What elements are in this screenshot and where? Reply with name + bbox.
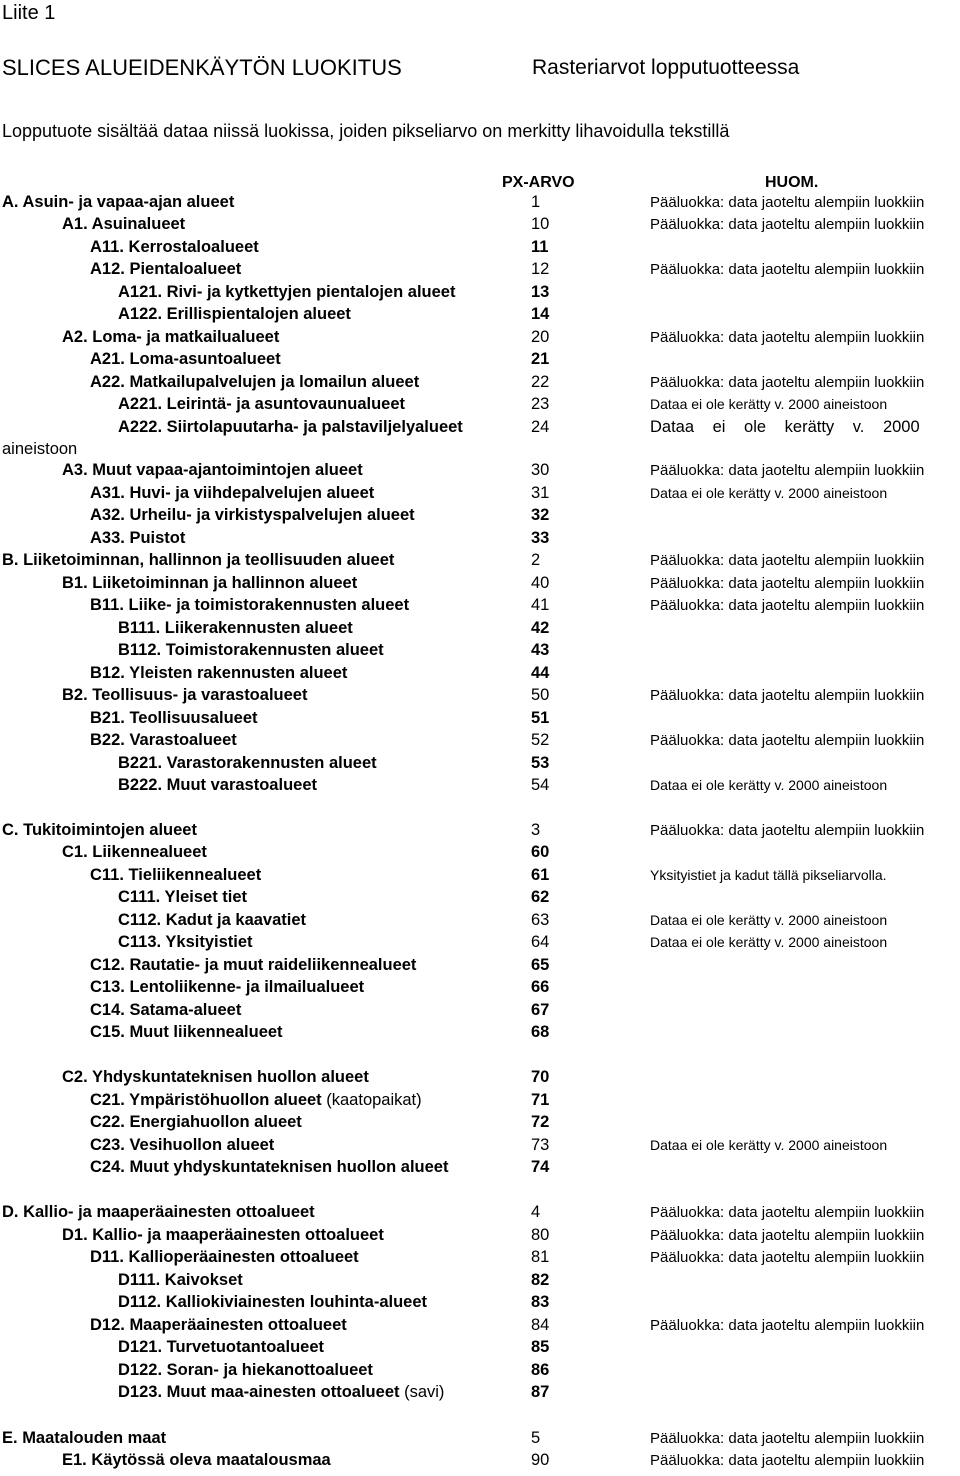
- class-name: [90, 1248, 359, 1267]
- pixel-value: 22: [531, 373, 550, 391]
- class-code: D12.: [90, 1316, 130, 1334]
- table-row: [0, 1338, 960, 1360]
- table-row: [0, 529, 960, 551]
- pixel-value: 40: [531, 574, 550, 592]
- class-label-extra: (kaatopaikat): [321, 1091, 422, 1109]
- class-name: [90, 1316, 347, 1335]
- table-row: [0, 1113, 960, 1135]
- appendix-label: Liite 1: [2, 2, 56, 24]
- pixel-value: 10: [531, 215, 550, 233]
- table-row: [0, 395, 960, 417]
- pixel-value: 52: [531, 731, 550, 749]
- table-row: [0, 1293, 960, 1315]
- class-code: A222.: [118, 418, 167, 436]
- table-row: [0, 709, 960, 731]
- class-name: [118, 911, 306, 930]
- table-row: [0, 1226, 960, 1248]
- table-row: [0, 418, 960, 440]
- table-row: [0, 305, 960, 327]
- class-code: A122.: [118, 305, 167, 323]
- pixel-value: 72: [531, 1113, 550, 1131]
- class-note: Pääluokka: data jaoteltu alempiin luokkiin: [650, 1204, 925, 1221]
- pixel-value: 70: [531, 1068, 550, 1086]
- class-label: Yksityistiet: [165, 933, 253, 951]
- pixel-value: 24: [531, 418, 550, 436]
- table-row: [0, 596, 960, 618]
- class-label: Rivi- ja kytkettyjen pientalojen alueet: [166, 283, 456, 301]
- class-name: [62, 574, 357, 593]
- table-row: [0, 283, 960, 305]
- class-name: [90, 484, 374, 503]
- class-code: C22.: [90, 1113, 130, 1131]
- class-label: Asuinalueet: [91, 215, 186, 233]
- class-label: Urheilu- ja virkistyspalvelujen alueet: [129, 506, 415, 524]
- class-note: Dataa ei ole kerätty v. 2000 aineistoon: [650, 934, 888, 950]
- page-subtitle: Rasteriarvot lopputuotteessa: [532, 56, 800, 79]
- class-note: Pääluokka: data jaoteltu alempiin luokkiin: [650, 194, 925, 211]
- class-label: Varastorakennusten alueet: [166, 754, 377, 772]
- class-label: Liikerakennusten alueet: [164, 619, 353, 637]
- class-label: Teollisuus- ja varastoalueet: [92, 686, 308, 704]
- class-label: Vesihuollon alueet: [129, 1136, 275, 1154]
- class-code: D123.: [118, 1383, 167, 1401]
- class-note: Dataa ei ole kerätty v. 2000: [650, 418, 920, 436]
- class-name: [90, 956, 416, 975]
- class-name: [2, 551, 394, 570]
- class-note: Pääluokka: data jaoteltu alempiin luokkiin: [650, 329, 925, 346]
- class-code: A31.: [90, 484, 130, 502]
- table-row: [0, 373, 960, 395]
- class-code: A22.: [90, 373, 130, 391]
- class-name: [90, 731, 237, 750]
- class-name: [90, 1158, 448, 1177]
- class-name: [118, 418, 463, 437]
- table-row: [0, 1158, 960, 1180]
- pixel-value: 90: [531, 1451, 550, 1469]
- class-note: Pääluokka: data jaoteltu alempiin luokkiin: [650, 597, 925, 614]
- class-label: Tieliikennealueet: [128, 866, 262, 884]
- class-note: Pääluokka: data jaoteltu alempiin luokkiin: [650, 575, 925, 592]
- class-label: Ympäristöhuollon alueet: [129, 1091, 322, 1109]
- class-code: A12.: [90, 260, 130, 278]
- table-row: [0, 506, 960, 528]
- class-name: [62, 215, 185, 234]
- table-row: [0, 911, 960, 933]
- table-row: [0, 1271, 960, 1293]
- class-label: Kalliokiviainesten louhinta-alueet: [165, 1293, 428, 1311]
- pixel-value: 80: [531, 1226, 550, 1244]
- table-row: [0, 1316, 960, 1338]
- class-name: [118, 776, 317, 795]
- class-name: [118, 1361, 373, 1380]
- table-row: [0, 776, 960, 798]
- table-row: [0, 1451, 960, 1473]
- class-name: [118, 1271, 243, 1290]
- class-name: [90, 1113, 302, 1132]
- page-title: SLICES ALUEIDENKÄYTÖN LUOKITUS: [2, 55, 402, 80]
- pixel-value: 66: [531, 978, 550, 996]
- pixel-value: 2: [531, 551, 541, 569]
- class-note: Dataa ei ole kerätty v. 2000 aineistoon: [650, 396, 888, 412]
- class-name: [62, 1226, 384, 1245]
- class-name: [90, 978, 364, 997]
- class-label: Asuin- ja vapaa-ajan alueet: [22, 193, 235, 211]
- class-name: [90, 596, 409, 615]
- column-header-value: PX-ARVO: [502, 174, 575, 191]
- class-label: Muut varastoalueet: [166, 776, 317, 794]
- pixel-value: 5: [531, 1429, 541, 1447]
- pixel-value: 31: [531, 484, 550, 502]
- class-label-extra: (savi): [399, 1383, 445, 1401]
- pixel-value: 11: [531, 238, 549, 256]
- class-label: Tukitoimintojen alueet: [23, 821, 197, 839]
- class-name: [90, 1001, 241, 1020]
- class-label: Yleisten rakennusten alueet: [129, 664, 348, 682]
- class-name: [118, 395, 405, 414]
- class-name: [90, 709, 258, 728]
- class-name: [118, 305, 351, 324]
- class-label: Maatalouden maat: [22, 1429, 167, 1447]
- class-label: Siirtolapuutarha- ja palstaviljelyalueet: [166, 418, 463, 436]
- table-row: [0, 619, 960, 641]
- class-code: C2.: [62, 1068, 92, 1086]
- class-name: [118, 1383, 444, 1402]
- table-row: [0, 1001, 960, 1023]
- class-code: C112.: [118, 911, 166, 929]
- class-name: [118, 619, 353, 638]
- class-note: Pääluokka: data jaoteltu alempiin luokkiin: [650, 552, 925, 569]
- pixel-value: 87: [531, 1383, 550, 1401]
- table-row: [0, 956, 960, 978]
- class-label: Lentoliikenne- ja ilmailualueet: [129, 978, 365, 996]
- pixel-value: 67: [531, 1001, 550, 1019]
- class-name: [62, 1068, 369, 1087]
- pixel-value: 3: [531, 821, 541, 839]
- class-name: [90, 506, 415, 525]
- class-code: C13.: [90, 978, 130, 996]
- class-name: [90, 260, 241, 279]
- class-label: Kaivokset: [164, 1271, 243, 1289]
- class-note: Pääluokka: data jaoteltu alempiin luokkiin: [650, 261, 925, 278]
- pixel-value: 1: [531, 193, 541, 211]
- class-label: Huvi- ja viihdepalvelujen alueet: [129, 484, 375, 502]
- class-label: Käytössä oleva maatalousmaa: [91, 1451, 331, 1469]
- class-name: [62, 328, 279, 347]
- class-label: Matkailupalvelujen ja lomailun alueet: [129, 373, 420, 391]
- class-code: D111.: [118, 1271, 165, 1289]
- class-name: [62, 461, 363, 480]
- class-code: C113.: [118, 933, 166, 951]
- pixel-value: 12: [531, 260, 550, 278]
- class-note: Pääluokka: data jaoteltu alempiin luokkiin: [650, 732, 925, 749]
- class-code: C14.: [90, 1001, 130, 1019]
- class-label: Soran- ja hiekanottoalueet: [166, 1361, 373, 1379]
- class-name: [90, 350, 281, 369]
- class-name: [90, 866, 261, 885]
- class-code: B221.: [118, 754, 167, 772]
- class-label: Yleiset tiet: [164, 888, 248, 906]
- table-row: [0, 888, 960, 910]
- class-note: Dataa ei ole kerätty v. 2000 aineistoon: [650, 1137, 888, 1153]
- class-name: [2, 193, 234, 212]
- class-name: [2, 1203, 315, 1222]
- pixel-value: 14: [531, 305, 550, 323]
- class-note: Dataa ei ole kerätty v. 2000 aineistoon: [650, 777, 888, 793]
- class-label: Loma-asuntoalueet: [129, 350, 281, 368]
- pixel-value: 53: [531, 754, 550, 772]
- pixel-value: 85: [531, 1338, 550, 1356]
- class-label: Liiketoiminnan, hallinnon ja teollisuuden alueet: [23, 551, 395, 569]
- pixel-value: 65: [531, 956, 550, 974]
- table-row: [0, 215, 960, 237]
- class-label: Erillispientalojen alueet: [166, 305, 351, 323]
- class-note: Pääluokka: data jaoteltu alempiin luokkiin: [650, 1249, 925, 1266]
- class-code: A1.: [62, 215, 92, 233]
- class-code: C15.: [90, 1023, 130, 1041]
- table-row: [0, 978, 960, 1000]
- class-note: Yksityistiet ja kadut tällä pikseliarvolla.: [650, 867, 887, 883]
- class-name: [90, 664, 347, 683]
- class-code: D112.: [118, 1293, 166, 1311]
- pixel-value: 32: [531, 506, 550, 524]
- class-label: Yhdyskuntateknisen huollon alueet: [91, 1068, 369, 1086]
- table-row: [0, 664, 960, 686]
- table-row: [0, 461, 960, 483]
- class-label: Muut liikennealueet: [129, 1023, 283, 1041]
- pixel-value: 41: [531, 596, 550, 614]
- class-code: C1.: [62, 843, 93, 861]
- class-name: [118, 888, 247, 907]
- pixel-value: 54: [531, 776, 550, 794]
- class-note: Pääluokka: data jaoteltu alempiin luokkiin: [650, 1430, 925, 1447]
- class-code: A21.: [90, 350, 130, 368]
- class-code: B222.: [118, 776, 167, 794]
- class-code: B11.: [90, 596, 129, 614]
- table-row: [0, 260, 960, 282]
- class-label: Liikennealueet: [92, 843, 207, 861]
- pixel-value: 42: [531, 619, 550, 637]
- class-label: Kallio- ja maaperäainesten ottoalueet: [92, 1226, 384, 1244]
- pixel-value: 73: [531, 1136, 550, 1154]
- class-label: Toimistorakennusten alueet: [165, 641, 384, 659]
- table-row: [0, 754, 960, 776]
- class-label: Rautatie- ja muut raideliikennealueet: [129, 956, 417, 974]
- class-note: Pääluokka: data jaoteltu alempiin luokkiin: [650, 462, 925, 479]
- table-row: [0, 1136, 960, 1158]
- class-code: B21.: [90, 709, 130, 727]
- table-row: [0, 821, 960, 843]
- pixel-value: 82: [531, 1271, 550, 1289]
- class-label: Satama-alueet: [129, 1001, 242, 1019]
- class-note: Pääluokka: data jaoteltu alempiin luokkiin: [650, 1227, 925, 1244]
- pixel-value: 60: [531, 843, 550, 861]
- class-note: Pääluokka: data jaoteltu alempiin luokkiin: [650, 374, 925, 391]
- class-name: [118, 933, 253, 952]
- class-code: A11.: [90, 238, 129, 256]
- class-code: E.: [2, 1429, 23, 1447]
- class-code: D122.: [118, 1361, 167, 1379]
- class-label: Pientaloalueet: [129, 260, 242, 278]
- pixel-value: 64: [531, 933, 550, 951]
- class-label: Kallio- ja maaperäainesten ottoalueet: [23, 1203, 315, 1221]
- pixel-value: 21: [531, 350, 550, 368]
- table-row: [0, 866, 960, 888]
- class-note: Pääluokka: data jaoteltu alempiin luokkiin: [650, 1452, 925, 1469]
- pixel-value: 63: [531, 911, 550, 929]
- table-row: [0, 731, 960, 753]
- class-note: Pääluokka: data jaoteltu alempiin luokkiin: [650, 687, 925, 704]
- class-code: D.: [2, 1203, 24, 1221]
- table-row: [0, 933, 960, 955]
- table-row: [0, 350, 960, 372]
- intro-text: Lopputuote sisältää dataa niissä luokissa, joiden pikseliarvo on merkitty lihavoidulla tekstillä: [2, 121, 730, 141]
- class-code: C21.: [90, 1091, 130, 1109]
- class-label: Muut vapaa-ajantoimintojen alueet: [92, 461, 363, 479]
- table-row: [0, 843, 960, 865]
- pixel-value: 4: [531, 1203, 541, 1221]
- table-row: [0, 193, 960, 215]
- class-code: C111.: [118, 888, 165, 906]
- class-code: A.: [2, 193, 23, 211]
- table-row: [0, 1023, 960, 1045]
- class-code: D1.: [62, 1226, 93, 1244]
- table-row: [0, 686, 960, 708]
- pixel-value: 30: [531, 461, 550, 479]
- class-note: Dataa ei ole kerätty v. 2000 aineistoon: [650, 485, 888, 501]
- class-label: Varastoalueet: [129, 731, 237, 749]
- class-label: Kerrostaloalueet: [128, 238, 259, 256]
- class-name: [118, 283, 455, 302]
- pixel-value: 13: [531, 283, 550, 301]
- class-name: [62, 1451, 331, 1470]
- class-name: [118, 1293, 427, 1312]
- pixel-value: 71: [531, 1091, 550, 1109]
- class-note: Pääluokka: data jaoteltu alempiin luokkiin: [650, 216, 925, 233]
- class-name: [90, 1091, 422, 1110]
- pixel-value: 61: [531, 866, 550, 884]
- class-label: Kadut ja kaavatiet: [165, 911, 307, 929]
- pixel-value: 50: [531, 686, 550, 704]
- class-label: Loma- ja matkailualueet: [92, 328, 280, 346]
- class-name: [90, 529, 185, 548]
- class-note: Pääluokka: data jaoteltu alempiin luokkiin: [650, 1317, 925, 1334]
- pixel-value: 33: [531, 529, 550, 547]
- pixel-value: 86: [531, 1361, 550, 1379]
- class-note: Pääluokka: data jaoteltu alempiin luokkiin: [650, 822, 925, 839]
- pixel-value: 81: [531, 1248, 550, 1266]
- table-row: [0, 641, 960, 663]
- table-row: [0, 238, 960, 260]
- pixel-value: 84: [531, 1316, 550, 1334]
- pixel-value: 83: [531, 1293, 550, 1311]
- pixel-value: 20: [531, 328, 550, 346]
- class-code: B1.: [62, 574, 93, 592]
- class-name: [118, 754, 377, 773]
- table-row: [0, 574, 960, 596]
- class-name: [62, 843, 207, 862]
- class-label: Teollisuusalueet: [129, 709, 258, 727]
- pixel-value: 43: [531, 641, 550, 659]
- table-row: [0, 1383, 960, 1405]
- class-code: A221.: [118, 395, 167, 413]
- class-label: Puistot: [129, 529, 186, 547]
- class-code: C24.: [90, 1158, 130, 1176]
- column-header-note: HUOM.: [765, 174, 819, 191]
- class-label: Muut maa-ainesten ottoalueet: [166, 1383, 400, 1401]
- table-row: [0, 1068, 960, 1090]
- wrapped-note-tail: aineistoon: [2, 440, 78, 458]
- class-code: A2.: [62, 328, 93, 346]
- pixel-value: 62: [531, 888, 550, 906]
- class-label: Turvetuotantoalueet: [166, 1338, 324, 1356]
- table-row: [0, 1361, 960, 1383]
- class-code: C.: [2, 821, 24, 839]
- table-row: [0, 1203, 960, 1225]
- class-name: [90, 238, 259, 257]
- class-code: E1.: [62, 1451, 92, 1469]
- class-name: [62, 686, 307, 705]
- pixel-value: 74: [531, 1158, 550, 1176]
- class-name: [90, 1136, 274, 1155]
- class-code: B.: [2, 551, 24, 569]
- class-label: Leirintä- ja asuntovaunualueet: [166, 395, 406, 413]
- class-name: [118, 1338, 324, 1357]
- class-code: D121.: [118, 1338, 167, 1356]
- class-name: [90, 373, 419, 392]
- class-code: D11.: [90, 1248, 129, 1266]
- pixel-value: 68: [531, 1023, 550, 1041]
- class-code: C11.: [90, 866, 129, 884]
- table-row: [0, 1091, 960, 1113]
- class-code: C12.: [90, 956, 130, 974]
- class-label: Muut yhdyskuntateknisen huollon alueet: [129, 1158, 449, 1176]
- pixel-value: 44: [531, 664, 550, 682]
- class-code: B111.: [118, 619, 165, 637]
- class-code: B2.: [62, 686, 93, 704]
- table-row: [0, 484, 960, 506]
- class-name: [2, 1429, 166, 1448]
- class-name: [2, 821, 197, 840]
- class-label: Energiahuollon alueet: [129, 1113, 302, 1131]
- class-name: [118, 641, 384, 660]
- class-code: B112.: [118, 641, 166, 659]
- class-code: A3.: [62, 461, 93, 479]
- class-name: [90, 1023, 283, 1042]
- table-row: [0, 1429, 960, 1451]
- table-row: [0, 1248, 960, 1270]
- class-code: A121.: [118, 283, 167, 301]
- class-code: B12.: [90, 664, 130, 682]
- class-code: C23.: [90, 1136, 130, 1154]
- table-row: [0, 551, 960, 573]
- class-label: Liiketoiminnan ja hallinnon alueet: [92, 574, 358, 592]
- class-note: Dataa ei ole kerätty v. 2000 aineistoon: [650, 912, 888, 928]
- class-code: B22.: [90, 731, 130, 749]
- class-label: Liike- ja toimistorakennusten alueet: [128, 596, 410, 614]
- table-row: [0, 328, 960, 350]
- class-code: A32.: [90, 506, 130, 524]
- class-code: A33.: [90, 529, 130, 547]
- pixel-value: 23: [531, 395, 550, 413]
- class-label: Maaperäainesten ottoalueet: [129, 1316, 347, 1334]
- pixel-value: 51: [531, 709, 550, 727]
- class-label: Kallioperäainesten ottoalueet: [128, 1248, 359, 1266]
